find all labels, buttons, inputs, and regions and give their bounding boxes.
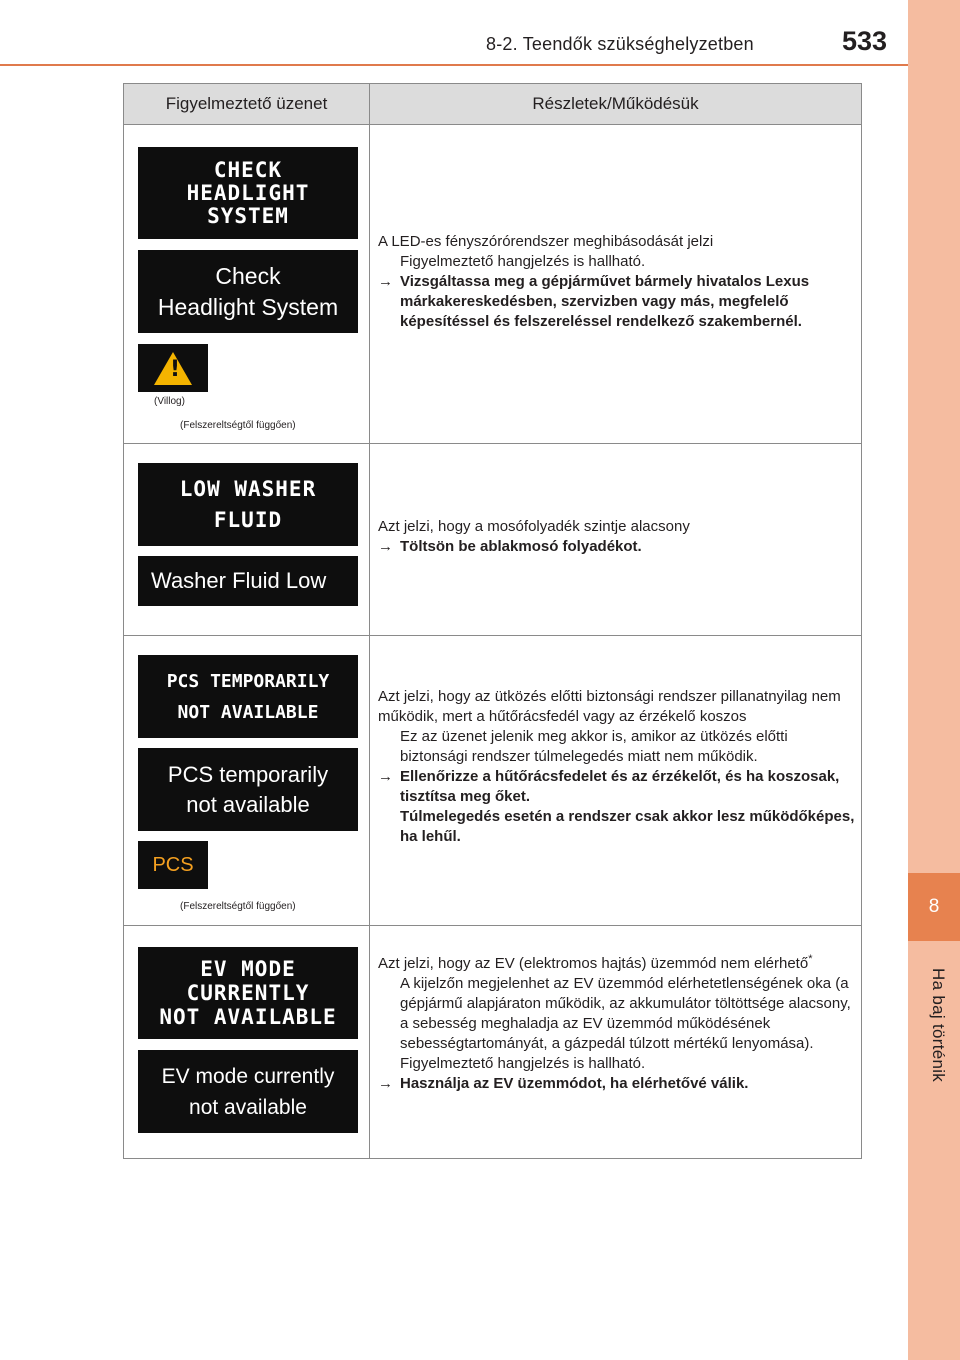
tft-message-image: EV mode currently not available [138, 1050, 358, 1133]
lcd-message-image: LOW WASHER FLUID [138, 463, 358, 546]
action-item: → Vizsgáltassa meg a gépjárművet bármely hivatalos Lexus márkakereskedésben, szervizben vagy más, megfelelő képesítéssel és felszereléssel rendelkező szakembernél. [378, 273, 810, 330]
action-continuation: Túlmelegedés esetén a rendszer csak akkor lesz működőképes, ha lehűl. [400, 808, 855, 845]
equipment-note: (Felszereltségtől függően) [180, 901, 296, 912]
column-header-message: Figyelmeztető üzenet [124, 84, 370, 125]
footnote-marker: * [808, 953, 813, 965]
description-line: A LED-es fényszórórendszer meghibásodását jelzi [378, 233, 714, 250]
row-description [378, 517, 856, 557]
row-description [378, 687, 856, 847]
lcd-message-image: EV MODE CURRENTLY NOT AVAILABLE [138, 947, 358, 1039]
description-indent: A kijelzőn megjelenhet az EV üzemmód elérhetetlenségének oka (a gépjármű alapjáraton működik, az akkumulátor töltöttsége alacsony, a sebesség meghaladja az EV üzemmód működésének sebességtartományát, a gázpedál túlzott mértékű lenyomása). [400, 975, 851, 1052]
description-line: Azt jelzi, hogy az ütközés előtti biztonsági rendszer pillanatnyilag nem működik, mert a hűtőrácsfedél vagy az érzékelő koszos [378, 688, 841, 725]
lcd-message-image: PCS TEMPORARILY NOT AVAILABLE [138, 655, 358, 738]
description-indent: Ez az üzenet jelenik meg akkor is, amikor az ütközés előtti biztonsági rendszer túlmelegedés miatt nem működik. [400, 728, 788, 765]
description-indent: Figyelmeztető hangjelzés is hallható. [400, 1055, 646, 1072]
row-divider [124, 443, 861, 444]
row-divider [124, 925, 861, 926]
column-divider [369, 125, 370, 1159]
action-item: → Ellenőrizze a hűtőrácsfedelet és az érzékelőt, és ha koszosak, tisztítsa meg őket. [378, 768, 840, 805]
pcs-indicator-icon: PCS [138, 841, 208, 889]
description-line: Azt jelzi, hogy az EV (elektromos hajtás) üzemmód nem elérhető* [378, 953, 813, 972]
description-line: Azt jelzi, hogy a mosófolyadék szintje alacsony [378, 518, 690, 535]
chapter-number: 8 [908, 873, 960, 941]
arrow-icon: → [378, 273, 393, 290]
description-indent: Figyelmeztető hangjelzés is hallható. [400, 253, 646, 270]
tft-message-image: Washer Fluid Low [138, 556, 358, 606]
row-description [378, 232, 856, 332]
page-number: 533 [842, 26, 888, 56]
section-title: 8-2. Teendők szükséghelyzetben [486, 34, 754, 54]
chapter-label: Ha baj történik [929, 968, 948, 1083]
action-item: → Töltsön be ablakmosó folyadékot. [378, 538, 642, 555]
column-header-details: Részletek/Működésük [370, 84, 861, 125]
tft-message-image: PCS temporarily not available [138, 748, 358, 831]
action-item: → Használja az EV üzemmódot, ha elérhetővé válik. [378, 1075, 749, 1092]
arrow-icon: → [378, 768, 393, 785]
arrow-icon: → [378, 1075, 393, 1092]
flash-note: (Villog) [154, 396, 185, 407]
arrow-icon: → [378, 538, 393, 555]
warning-triangle-icon: ! [138, 344, 208, 392]
row-divider [124, 635, 861, 636]
header-rule [0, 64, 908, 66]
tft-message-image: Check Headlight System [138, 250, 358, 333]
chapter-side-band [908, 0, 960, 1360]
equipment-note: (Felszereltségtől függően) [180, 420, 296, 431]
warning-message-table [123, 83, 862, 1159]
row-description [378, 949, 856, 1094]
lcd-message-image: CHECK HEADLIGHT SYSTEM [138, 147, 358, 239]
